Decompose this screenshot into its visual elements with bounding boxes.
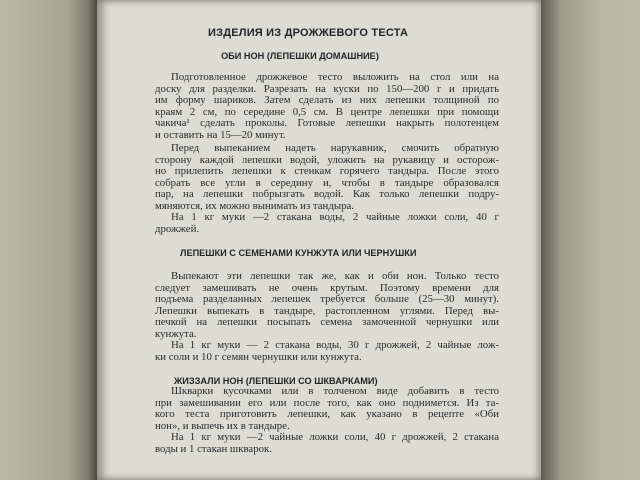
text-line: чакича¹ сделать проколы. Готовые лепешки накрыть полотенцем — [155, 117, 499, 130]
text-line: краям 2 см, по середине 0,5 см. В центре лепешки при помощи — [155, 105, 499, 118]
recipe-paragraph — [155, 386, 499, 455]
text-line: кого теста приготовить лепешки, как указано в рецепте «Оби — [155, 408, 499, 421]
text-line: подъема разделанных лепешек требуется больше (25—30 минут). — [155, 293, 499, 306]
text-line: мяняются, их можно вынимать из тандыра. — [155, 199, 354, 212]
text-line: кунжута. — [155, 327, 197, 340]
left-binding-edge — [0, 0, 97, 480]
text-line: но прилепить лепешки к стенкам горячего тандыра. После этого — [155, 165, 499, 178]
text-line: доску для разделки. Разрезать на куски по 150—200 г и придать — [155, 82, 499, 95]
text-line: сторону каждой лепешки водой, уложить на рукавицу и осторож- — [155, 153, 499, 166]
ingredients-line: ки соли и 10 г семян чернушки или кунжута. — [155, 350, 362, 363]
ingredients-line: На 1 кг муки — 2 стакана воды, 30 г дрожжей, 2 чайные лож- — [171, 339, 499, 352]
text-line: Лепешки выпекать в тандыре, растопленном углями. Перед вы- — [155, 304, 499, 317]
recipe-paragraph — [155, 271, 499, 363]
ingredients-line: На 1 кг муки —2 чайные ложки соли, 40 г дрожжей, 2 стакана — [171, 431, 499, 444]
text-line: и оставить на 15—20 минут. — [155, 128, 286, 141]
text-line: Шкварки кусочками или в толченом виде добавить в тесто — [171, 385, 499, 397]
ingredients-line: воды и 1 стакан шкварок. — [155, 442, 272, 455]
recipe-heading-jizzali-non: ЖИЗЗАЛИ НОН (ЛЕПЕШКИ СО ШКВАРКАМИ) — [174, 376, 378, 386]
ingredients-line: дрожжей. — [155, 222, 200, 235]
right-page-edge — [541, 0, 640, 480]
recipe-heading-sesame-flatbread: ЛЕПЕШКИ С СЕМЕНАМИ КУНЖУТА ИЛИ ЧЕРНУШКИ — [180, 248, 417, 258]
book-page — [97, 0, 541, 480]
text-line: пар, на лепешки побрызгать водой. Как только лепешки подру- — [155, 188, 499, 201]
text-line: печкой на лепешки посыпать семена замоченной чернушки или — [155, 316, 499, 329]
text-line: собрать все угли в середину и, чтобы в тандыре образовался — [155, 176, 499, 189]
text-line: Перед выпеканием надеть нарукавник, смочить обратную — [171, 142, 499, 154]
recipe-paragraph — [155, 143, 499, 235]
text-line: при замешивании его или после того, как оно поднимется. Из та- — [155, 396, 499, 409]
text-line: Выпекают эти лепешки так же, как и оби нон. Только тесто — [171, 270, 499, 282]
ingredients-line: На 1 кг муки —2 стакана воды, 2 чайные ложки соли, 40 г — [171, 211, 499, 224]
recipe-heading-obi-non: ОБИ НОН (ЛЕПЕШКИ ДОМАШНИЕ) — [221, 51, 379, 61]
text-line: следует замешивать не очень крутым. Поэтому времени для — [155, 281, 499, 294]
chapter-title: ИЗДЕЛИЯ ИЗ ДРОЖЖЕВОГО ТЕСТА — [208, 27, 409, 39]
recipe-paragraph — [155, 72, 499, 141]
text-line: нон», и выпечь их в тандыре. — [155, 419, 290, 432]
text-line: им форму шариков. Затем сделать из них лепешки толщиной по — [155, 94, 499, 107]
text-line: Подготовленное дрожжевое тесто выложить на стол или на — [171, 71, 499, 83]
